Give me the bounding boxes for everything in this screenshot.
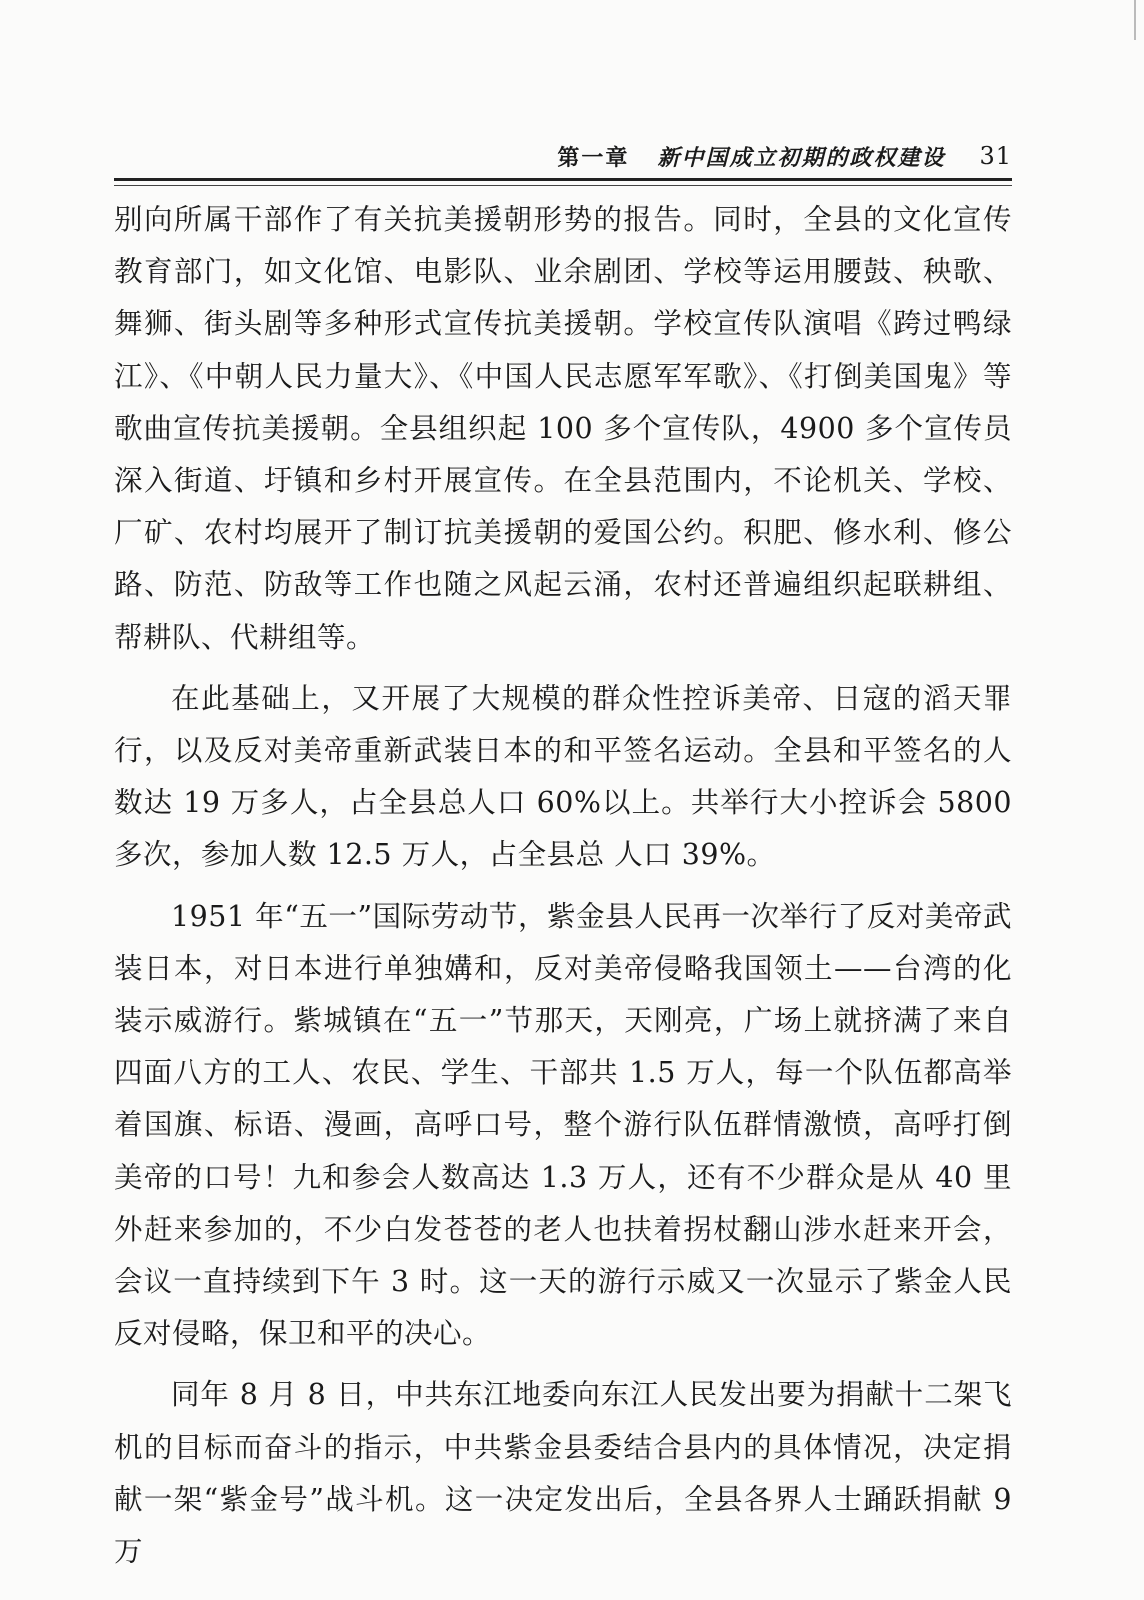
chapter-label: 第一章 — [557, 144, 630, 171]
header-rule-thin — [114, 185, 1012, 186]
header-rule-thick — [114, 178, 1012, 181]
paragraph: 同年 8 月 8 日，中共东江地委向东江人民发出要为捐献十二架飞机的目标而奋斗的指示，中共紫金县委结合县内的具体情况，决定捐献一架“紫金号”战斗机。这一决定发出后，全县各界人士踊跃捐献 9 万 — [114, 1378, 1012, 1569]
scan-edge-mark — [1134, 0, 1136, 40]
body-text — [114, 194, 1012, 1578]
paragraph: 1951 年“五一”国际劳动节，紫金县人民再一次举行了反对美帝武装日本，对日本进行单独媾和，反对美帝侵略我国领土——台湾的化装示威游行。紫城镇在“五一”节那天，天刚亮，广场上就挤满了来自四面八方的工人、农民、学生、干部共 1.5 万人，每一个队伍都高举着国旗、标语、漫画，高呼口号，整个游行队伍群情激愤，高呼打倒美帝的口号！九和参会人数高达 1.3 万人，还有不少群众是从 40 里外赶来参加的，不少白发苍苍的老人也扶着拐杖翻山涉水赶来开会，会议一直持续到下午 3 时。这一天的游行示威又一次显示了紫金人民反对侵略，保卫和平的决心。 — [114, 899, 1012, 1351]
paragraph: 在此基础上，又开展了大规模的群众性控诉美帝、日寇的滔天罪行，以及反对美帝重新武装日本的和平签名运动。全县和平签名的人数达 19 万多人，占全县总人口 60%以上。共举行大小控诉会 5800 多次，参加人数 12.5 万人，占全县总 人口 39%。 — [114, 681, 1012, 872]
page-number: 31 — [979, 142, 1012, 170]
chapter-title: 新中国成立初期的政权建设 — [657, 144, 946, 171]
paragraph-continued: 别向所属干部作了有关抗美援朝形势的报告。同时，全县的文化宣传教育部门，如文化馆、电影队、业余剧团、学校等运用腰鼓、秧歌、舞狮、街头剧等多种形式宣传抗美援朝。学校宣传队演唱《跨过鸭绿江》、《中朝人民力量大》、《中国人民志愿军军歌》、《打倒美国鬼》等歌曲宣传抗美援朝。全县组织起 100 多个宣传队，4900 多个宣传员深入街道、圩镇和乡村开展宣传。在全县范围内，不论机关、学校、厂矿、农村均展开了制订抗美援朝的爱国公约。积肥、修水利、修公路、防范、防敌等工作也随之风起云涌，农村还普遍组织起联耕组、帮耕队、代耕组等。 — [114, 203, 1012, 654]
running-header — [114, 136, 1012, 176]
